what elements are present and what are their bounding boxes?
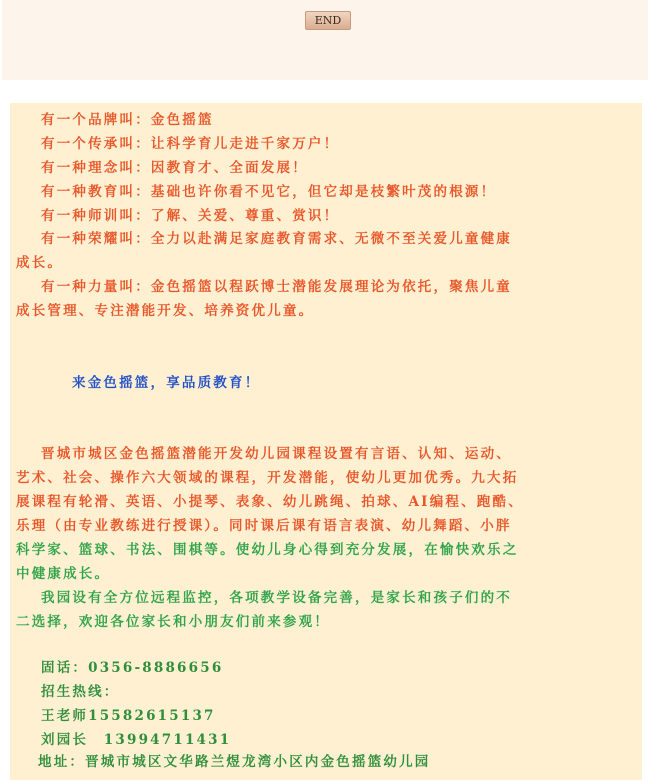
- contact-address: 地址：晋城市城区文华路兰煜龙湾小区内金色摇篮幼儿园: [38, 754, 431, 770]
- curriculum-line: 中健康成长。: [16, 566, 111, 582]
- brand-line: 有一个品牌叫：金色摇篮: [41, 112, 214, 128]
- contact-phone: 固话：0356-8886656: [41, 660, 224, 676]
- brand-line: 成长。: [16, 255, 64, 271]
- contact-principal-liu: 刘园长 13994711431: [41, 732, 232, 748]
- end-button[interactable]: END: [305, 11, 351, 30]
- curriculum-line: 科学家、篮球、书法、围棋等。使幼儿身心得到充分发展，在愉快欢乐之: [16, 542, 519, 558]
- brand-line: 有一种理念叫：因教育才、全面发展！: [41, 160, 308, 176]
- brand-line: 有一种力量叫：金色摇篮以程跃博士潜能发展理论为依托，聚焦儿童: [41, 279, 512, 295]
- facility-line: 二选择，欢迎各位家长和小朋友们前来参观！: [16, 614, 330, 630]
- curriculum-line: 乐理（由专业教练进行授课）。同时课后课有语言表演、幼儿舞蹈、小胖: [16, 518, 512, 534]
- content-panel: [10, 103, 642, 780]
- brand-line: 有一种师训叫：了解、关爱、尊重、赏识！: [41, 208, 340, 224]
- contact-teacher-wang: 王老师15582615137: [41, 708, 216, 724]
- brand-line: 有一种荣耀叫：全力以赴满足家庭教育需求、无微不至关爱儿童健康: [41, 231, 512, 247]
- brand-line: 有一个传承叫：让科学育儿走进千家万户！: [41, 136, 340, 152]
- facility-line: 我园设有全方位远程监控，各项教学设备完善，是家长和孩子们的不: [41, 590, 512, 606]
- curriculum-line: 展课程有轮滑、英语、小提琴、表象、幼儿跳绳、拍球、AI编程、跑酷、: [16, 494, 524, 510]
- curriculum-line: 艺术、社会、操作六大领域的课程，开发潜能，使幼儿更加优秀。九大拓: [16, 470, 519, 486]
- contact-hotline-label: 招生热线：: [41, 684, 120, 700]
- top-panel: [2, 0, 648, 80]
- slogan: 来金色摇篮，享品质教育！: [72, 375, 261, 391]
- brand-line: 有一种教育叫：基础也许你看不见它，但它却是枝繁叶茂的根源！: [41, 184, 497, 200]
- brand-line: 成长管理、专注潜能开发、培养资优儿童。: [16, 303, 315, 319]
- curriculum-line: 晋城市城区金色摇篮潜能开发幼儿园课程设置有言语、认知、运动、: [41, 446, 512, 462]
